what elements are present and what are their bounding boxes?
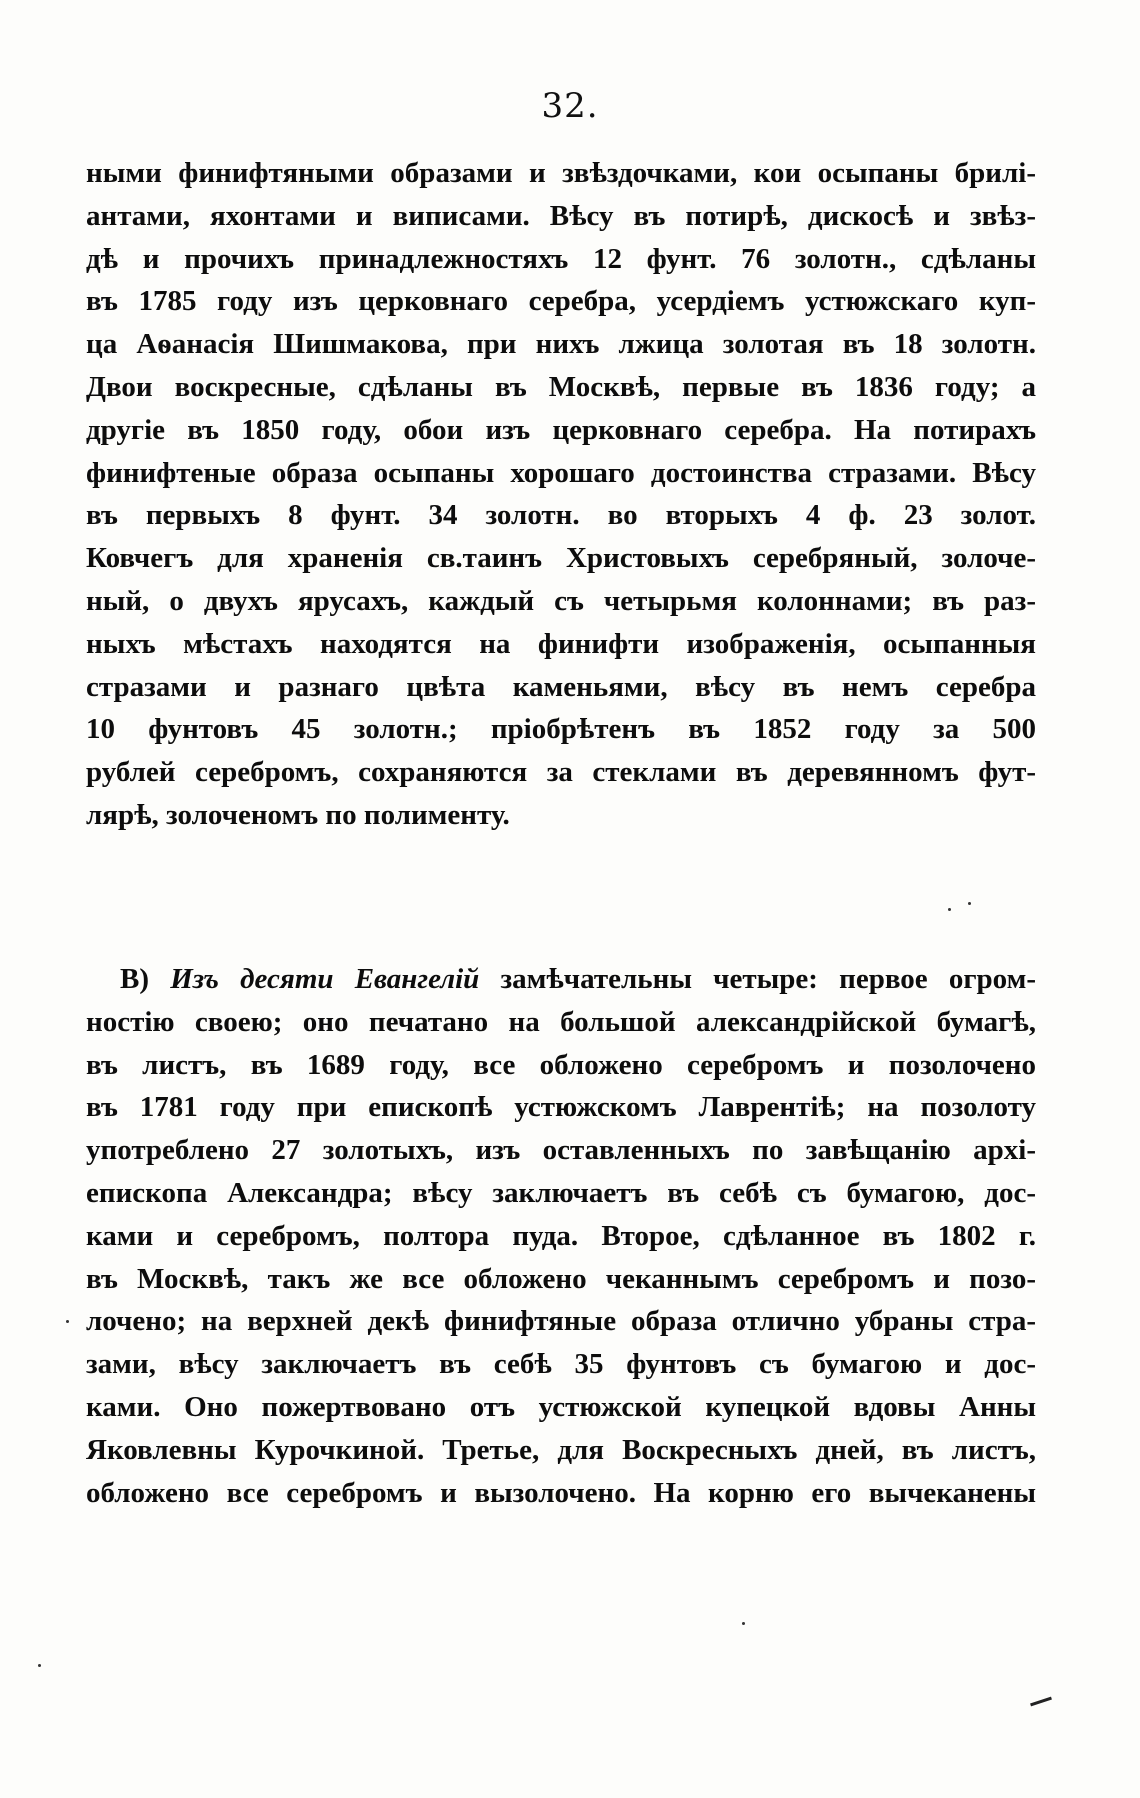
text-line: финифтеные образа осыпаны хорошаго достоинства стразами. Вѣсу [86,456,1036,489]
text-line: въ листъ, въ 1689 году, все обложено серебромъ и позолочено [86,1048,1036,1081]
text-line: другіе въ 1850 году, обои изъ церковнаго серебра. На потирахъ [86,413,1036,446]
paragraph-2 [86,958,1036,1514]
text-line: 10 фунтовъ 45 золотн.; пріобрѣтенъ въ 1852 году за 500 [86,713,1036,746]
text-line: ными финифтяными образами и звѣздочками, кои осыпаны брилі- [86,157,1036,189]
page-number: 32. [541,86,599,126]
text-line: въ 1781 году при епископѣ устюжскомъ Лаврентіѣ; на позолоту [86,1091,1036,1124]
text-line: дѣ и прочихъ принадлежностяхъ 12 фунт. 76 золотн., сдѣланы [86,242,1036,275]
text-line: ный, о двухъ ярусахъ, каждый съ четырьмя колоннами; въ раз- [86,584,1036,617]
text-line: Ковчегъ для храненія св.таинъ Христовыхъ серебряный, золоче- [86,542,1036,575]
text-line: въ Москвѣ, такъ же все обложено чеканнымъ серебромъ и позо- [86,1262,1036,1295]
scan-speck [742,1622,745,1625]
paragraph-1 [86,152,1036,837]
paragraph-title: Изъ десяти Евангелій [170,963,480,995]
scan-speck [948,908,951,911]
text-line: употреблено 27 золотыхъ, изъ оставленныхъ по завѣщанію архі- [86,1134,1036,1167]
text-line: ностію своею; оно печатано на большой александрійской бумагѣ, [86,1005,1036,1038]
text-line: въ первыхъ 8 фунт. 34 золотн. во вторыхъ 4 ф. 23 золот. [86,499,1036,532]
text-line: Двои воскресные, сдѣланы въ Москвѣ, первые въ 1836 году; а [86,370,1036,403]
text-line: епископа Александра; вѣсу заключаетъ въ себѣ съ бумагою, дос- [86,1176,1036,1209]
text-line: ками и серебромъ, полтора пуда. Второе, сдѣланное въ 1802 г. [86,1219,1036,1252]
scan-speck [968,902,971,905]
text-line: Яковлевны Курочкиной. Третье, для Воскресныхъ дней, въ листъ, [86,1433,1036,1466]
text-line: въ 1785 году изъ церковнаго серебра, усердіемъ устюжскаго куп- [86,285,1036,318]
text-line: зами, вѣсу заключаетъ въ себѣ 35 фунтовъ съ бумагою и дос- [86,1348,1036,1381]
text-line: обложено все серебромъ и вызолочено. На корню его вычеканены [86,1476,1036,1509]
text-line: стразами и разнаго цвѣта каменьями, вѣсу въ немъ серебра [86,670,1036,703]
scan-speck [66,1320,69,1323]
text-line: ца Аѳанасія Шишмакова, при нихъ лжица золотая въ 18 золотн. [86,328,1036,361]
paragraph-2-first-line [86,958,1036,1001]
text-line: лочено; на верхней декѣ финифтяные образа отлично убраны стра- [86,1305,1036,1338]
text-fragment: замѣчательны четыре: первое огром- [500,963,1036,995]
text-line: рублей серебромъ, сохраняются за стеклами въ деревянномъ фут- [86,756,1036,789]
paragraph-label: В) [120,963,149,995]
text-line: ками. Оно пожертвовано отъ устюжской купецкой вдовы Анны [86,1390,1036,1423]
text-line: ныхъ мѣстахъ находятся на финифти изображенія, осыпанныя [86,627,1036,660]
text-line: лярѣ, золоченомъ по полименту. [86,798,510,831]
scan-speck [38,1664,41,1667]
scan-mark [1030,1697,1052,1707]
text-line: антами, яхонтами и виписами. Вѣсу въ потирѣ, дискосѣ и звѣз- [86,199,1036,232]
